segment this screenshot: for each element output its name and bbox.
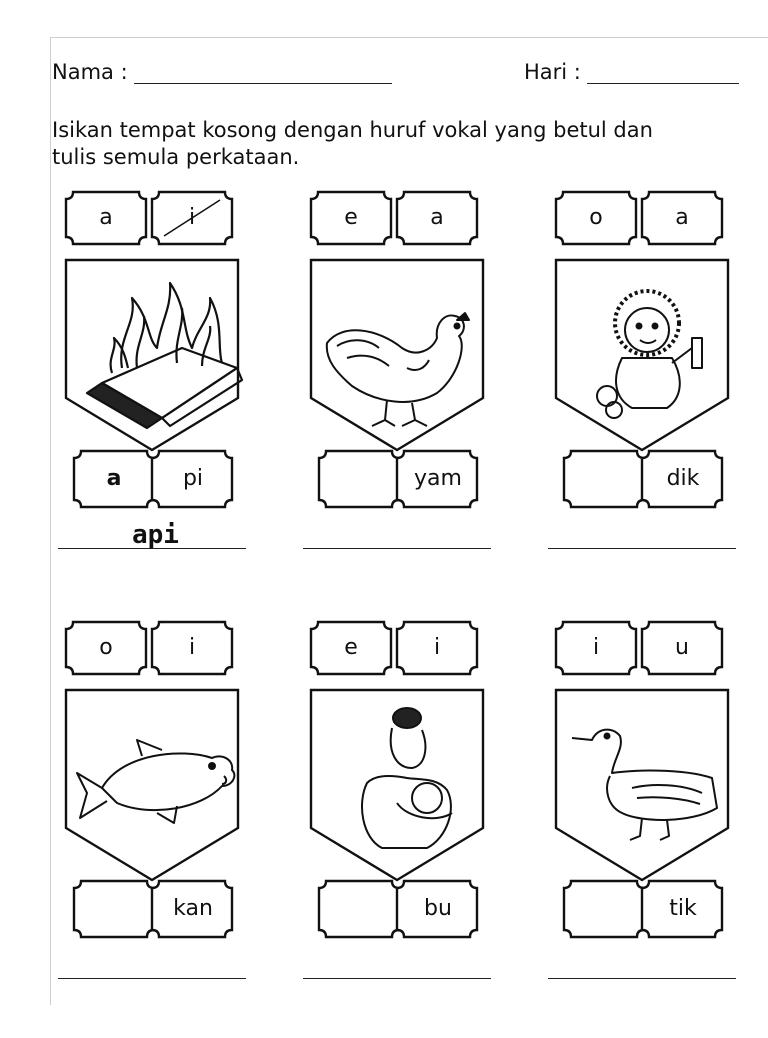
vowel-option-1: o: [589, 205, 603, 230]
write-word-line[interactable]: [548, 548, 736, 549]
instruction-line-1: Isikan tempat kosong dengan huruf vokal yang betul dan: [52, 118, 653, 142]
shield-picture-frame: [311, 260, 483, 450]
instruction-text: [52, 117, 752, 171]
write-word-line[interactable]: [303, 548, 491, 549]
vowel-option-2: a: [430, 205, 444, 230]
word-ending-text: yam: [414, 466, 462, 491]
vowel-option-2: a: [675, 205, 689, 230]
vowel-answer-box[interactable]: [564, 451, 644, 507]
write-word-line[interactable]: [303, 978, 491, 979]
vowel-option-1: e: [344, 205, 358, 230]
instruction-line-2: tulis semula perkataan.: [52, 145, 300, 169]
word-ending-text: kan: [173, 896, 213, 921]
word-ending-text: pi: [182, 466, 204, 491]
vowel-option-1: e: [344, 635, 358, 660]
vowel-answer-box[interactable]: [319, 881, 399, 937]
shield-picture-frame: [556, 690, 728, 880]
shield-picture-frame: [66, 690, 238, 880]
vowel-option-2: i: [188, 205, 196, 230]
exercise-item: [307, 618, 547, 1038]
vowel-option-2: i: [188, 635, 196, 660]
name-blank-line[interactable]: [134, 61, 392, 84]
write-word-line[interactable]: [548, 978, 736, 979]
write-word-line[interactable]: [58, 978, 246, 979]
exercise-item: [552, 618, 768, 1038]
handwritten-word: api: [132, 520, 179, 550]
word-ending-text: dik: [666, 466, 700, 491]
vowel-option-2: i: [433, 635, 441, 660]
vowel-answer-text: a: [106, 466, 122, 491]
vowel-answer-box[interactable]: [564, 881, 644, 937]
vowel-answer-box[interactable]: [319, 451, 399, 507]
day-label: Hari :: [524, 60, 581, 84]
exercise-item: [62, 188, 302, 608]
vowel-option-1: a: [99, 205, 113, 230]
word-ending-text: tik: [669, 896, 697, 921]
day-blank-line[interactable]: [587, 61, 739, 84]
name-field: [52, 60, 392, 84]
exercise-item: [552, 188, 768, 608]
word-ending-text: bu: [424, 896, 452, 921]
vowel-option-1: i: [592, 635, 600, 660]
vowel-answer-box[interactable]: [74, 881, 154, 937]
vowel-option-1: o: [99, 635, 113, 660]
exercise-item: [307, 188, 547, 608]
name-label: Nama :: [52, 60, 128, 84]
vowel-option-2: u: [675, 635, 689, 660]
day-field: [524, 60, 739, 84]
exercise-item: [62, 618, 302, 1038]
